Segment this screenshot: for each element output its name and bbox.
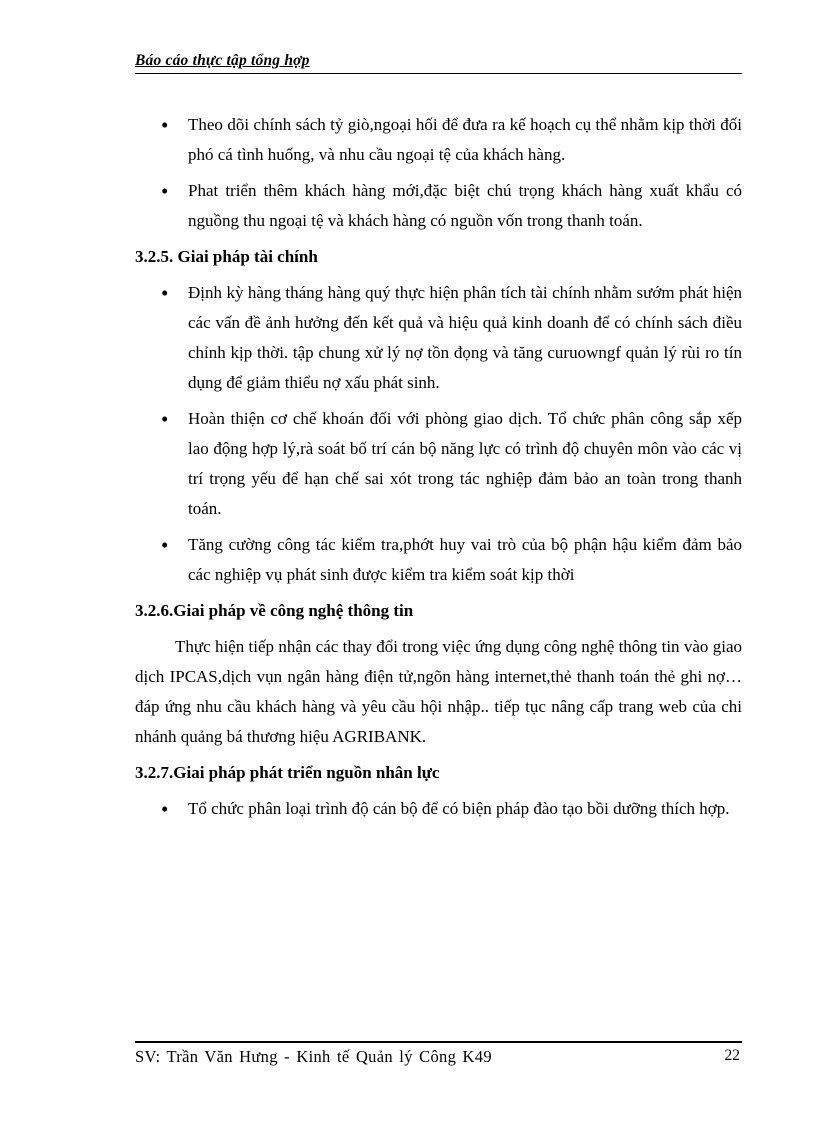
section-3-2-5-bullet-list [135,278,742,590]
list-item-text: Phat triển thêm khách hàng mới,đặc biệt chú trọng khách hàng xuất khẩu có nguồng thu ngoại tệ và khách hàng có nguồn vốn trong thanh toán. [188,181,742,230]
document-body [135,110,742,824]
section-heading-3-2-6: 3.2.6.Giai pháp về công nghệ thông tin [135,601,414,620]
list-item [135,404,742,524]
list-item-text: Định kỳ hàng tháng hàng quý thực hiện phân tích tài chính nhằm sướm phát hiện các vấn đề ảnh hưởng đến kết quả và hiệu quả kinh doanh để có chính sách điều chỉnh kịp thời. tập chung xử lý nợ tồn đọng và tăng curuowngf quản lý rùi ro tín dụng để giảm thiểu nợ xấu phát sinh. [188,283,742,392]
list-item-text: Hoàn thiện cơ chế khoán đối với phòng giao dịch. Tổ chức phân công sắp xếp lao động hợp lý,rà soát bố trí cán bộ năng lực có trình độ chuyên môn vào các vị trí trọng yếu để hạn chế sai xót trong tác nghiệp đảm bảo an toàn trong thanh toán. [188,409,742,518]
section-heading-3-2-7: 3.2.7.Giai pháp phát triển nguồn nhân lực [135,763,440,782]
page-number: 22 [724,1047,740,1064]
list-item [135,176,742,236]
list-item-text: Tăng cường công tác kiểm tra,phớt huy vai trò của bộ phận hậu kiểm đảm bảo các nghiệp vụ phát sinh được kiểm tra kiểm soát kịp thời [188,535,742,584]
bullet-icon: • [161,281,169,305]
section-3-2-7-bullet-list [135,794,742,824]
bullet-icon: • [161,179,169,203]
page-header [135,52,742,74]
bullet-icon: • [161,113,169,137]
list-item-text: Tổ chức phân loại trình độ cán bộ để có biện pháp đào tạo bồi dưỡng thích hợp. [188,799,730,818]
list-item [135,794,742,824]
bullet-icon: • [161,407,169,431]
list-item [135,278,742,398]
bullet-icon: • [161,797,169,821]
intro-bullet-list [135,110,742,236]
list-item [135,110,742,170]
header-title: Báo cáo thực tập tổng hợp [135,52,310,69]
section-heading-3-2-5: 3.2.5. Giai pháp tài chính [135,247,318,266]
bullet-icon: • [161,533,169,557]
page-footer [135,1041,742,1067]
list-item [135,530,742,590]
section-3-2-6-paragraph: Thực hiện tiếp nhận các thay đổi trong việc ứng dụng công nghệ thông tin vào giao dịch IPCAS,dịch vụn ngân hàng điện tử,ngõn hàng internet,thẻ thanh toán thẻ ghi nợ… đáp ứng nhu cầu khách hàng và yêu cầu hội nhập.. tiếp tục nâng cấp trang web của chi nhánh quảng bá thương hiệu AGRIBANK. [135,637,742,746]
footer-author: SV: Trần Văn Hưng - Kinh tế Quản lý Công K49 [135,1047,492,1066]
list-item-text: Theo dõi chính sách tỷ giò,ngoại hối để đưa ra kế hoạch cụ thể nhằm kịp thời đối phó cá tình huống, và nhu cầu ngoại tệ của khách hàng. [188,115,742,164]
